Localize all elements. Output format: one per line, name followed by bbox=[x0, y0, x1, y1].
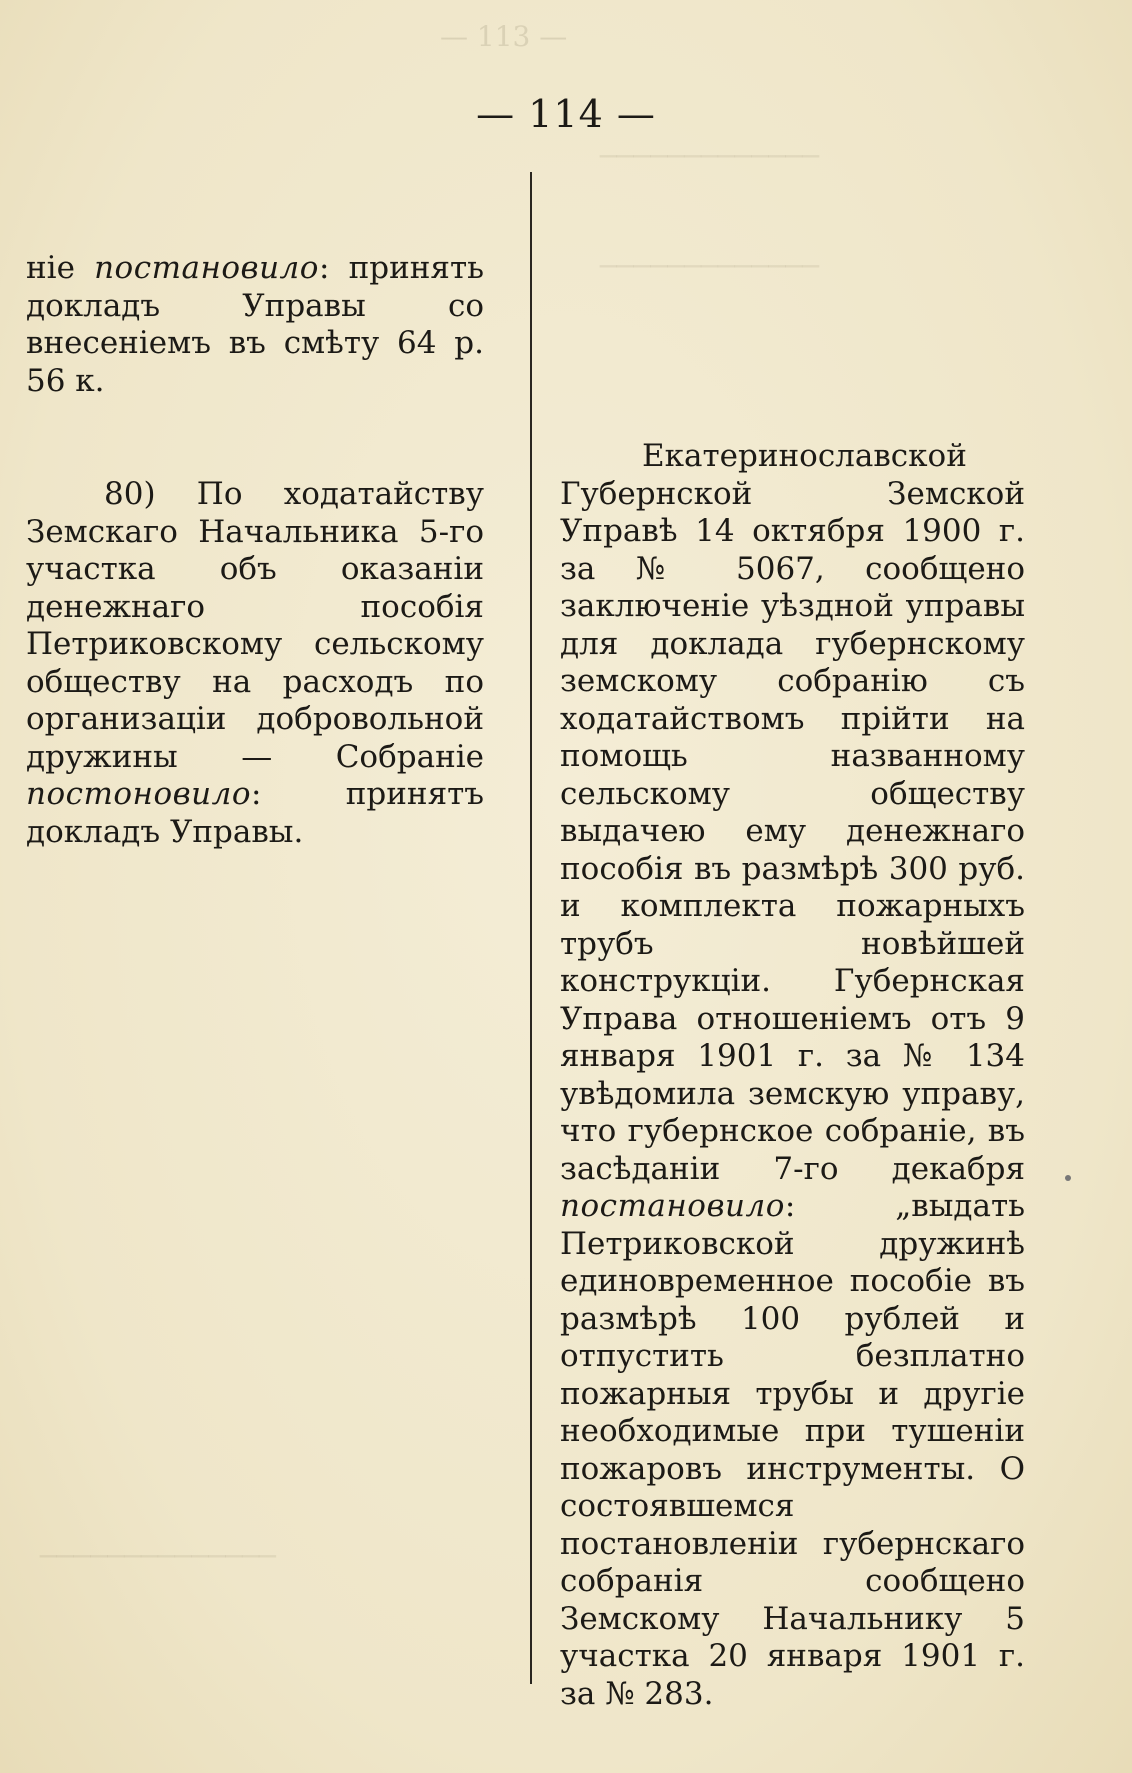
paragraph-continuation bbox=[26, 250, 484, 400]
page-number: — 114 — bbox=[476, 92, 656, 136]
emphasis-text: постоновило bbox=[26, 776, 252, 812]
bleed-through-decoration: — 113 — bbox=[440, 20, 568, 53]
emphasis-text: постановило bbox=[560, 1188, 785, 1224]
left-column bbox=[26, 250, 484, 851]
bleed-through-decoration: ───────────── bbox=[600, 140, 820, 173]
paragraph-item-80 bbox=[26, 476, 484, 851]
emphasis-text: постановило bbox=[94, 250, 319, 286]
text-run: : принятъ докладъ Управы. bbox=[26, 776, 484, 850]
column-divider bbox=[530, 172, 532, 1684]
text-run: Екатеринославской Губернской Земской Управѣ 14 октября 1900 г. за № 5067, сообщено заключеніе уѣздной управы для доклада губернскому земскому собранію съ ходатайствомъ прійти на помощь названному сельскому обществу выдачею ему денежнаго пособія въ размѣрѣ 300 руб. и комплекта пожарныхъ трубъ новѣйшей конструкціи. Губернская Управа отношеніемъ отъ 9 января 1901 г. за № 134 увѣдомила земскую управу, что губернское собраніе, въ засѣданіи 7-го декабря bbox=[560, 438, 1025, 1187]
text-run: : принять докладъ Управы со внесеніемъ въ смѣту 64 р. 56 к. bbox=[26, 250, 484, 399]
bleed-through-decoration: ───────────── bbox=[600, 250, 820, 283]
text-run: 80) По ходатайству Земскаго Начальника 5-го участка объ оказаніи денежнаго пособія Петриковскому сельскому обществу на расходъ по организаціи добровольной дружины — Собраніе bbox=[26, 476, 484, 775]
right-column bbox=[560, 438, 1025, 1713]
paragraph-gap bbox=[26, 400, 484, 476]
text-run: : „выдать Петриковской дружинѣ единовременное пособіе въ размѣрѣ 100 рублей и отпустить безплатно пожарныя трубы и другіе необходимые при тушеніи пожаровъ инструменты. О состоявшемся постановленіи губернскаго собранія сообщено Земскому Начальнику 5 участка 20 января 1901 г. за № 283. bbox=[560, 1188, 1025, 1712]
margin-mark bbox=[1065, 1175, 1071, 1181]
bleed-through-decoration: ────────────── bbox=[40, 1540, 277, 1573]
paragraph-correspondence bbox=[560, 438, 1025, 1713]
text-run: ніе bbox=[26, 250, 95, 286]
